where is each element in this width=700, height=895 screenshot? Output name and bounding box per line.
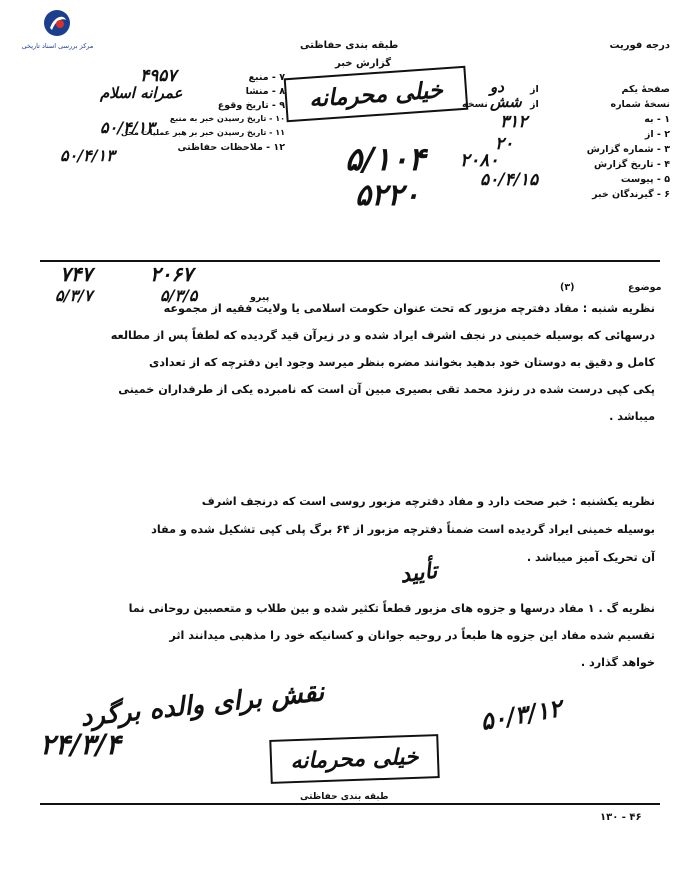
field-copy: نسخهٔ شماره [610, 99, 670, 110]
field-recipients: ۶ - گیرندگان خبر [592, 189, 670, 200]
stamp-top-text: خیلی محرمانه [308, 75, 444, 113]
archive-logo-label: مرکز بررسی اسناد تاریخی [21, 42, 94, 50]
right-fields-block [560, 84, 670, 204]
hand-report-number-value: ۲۰۸۰ [460, 150, 499, 171]
field-origin: ۸ - منشا [245, 86, 285, 97]
hand-note-left-1: نقش برای والده برگرد [79, 677, 326, 733]
hand-signature-mid: تأیید [398, 557, 439, 589]
hand-center-number: ۵/۱۰۴ [345, 140, 426, 178]
p2-line-2: بوسیله خمینی ایراد گردیده است ضمناً دفترچه مزبور از ۶۴ برگ پلی کپی تشکیل شده و مفاد [151, 523, 655, 536]
hand-ref-left-date: ۵/۳/۷ [55, 286, 93, 305]
footer-divider [40, 803, 660, 805]
hand-note-left-2: ۲۴/۳/۴ [40, 728, 121, 761]
from-label-2: از [530, 99, 539, 110]
field-to: ۱ - به [644, 114, 670, 125]
footer-code: ۱۳۰ - ۴۶ [600, 812, 642, 823]
field-event-date: ۹ - تاریخ وقوع [217, 100, 285, 111]
hand-page-value: دو [490, 78, 504, 96]
p3-line-3: خواهد گذارد . [580, 656, 655, 669]
hand-source-value: ۴۹۵۷ [140, 66, 177, 86]
classification-stamp-bottom [269, 734, 439, 784]
field-report-number: ۳ - شماره گزارش [586, 144, 670, 155]
body-paragraph-1 [35, 302, 655, 437]
p2-line-3: آن تحریک آمیز میباشد . [526, 551, 655, 564]
copy-label: نسخه [462, 99, 488, 110]
hand-source-date-value: ۵۰/۴/۱۳ [100, 118, 155, 137]
subject-label: موضوع [628, 282, 662, 293]
field-security-notes: ۱۲ - ملاحظات حفاظتی [177, 142, 285, 153]
stamp-bottom-text: خیلی محرمانه [290, 743, 419, 775]
header-divider [40, 260, 660, 262]
field-from: ۲ - از [644, 129, 670, 140]
classification-stamp-top [284, 66, 469, 123]
archive-logo [10, 8, 105, 58]
hand-report-date-value: ۵۰/۴/۱۵ [480, 170, 539, 190]
agency-bottom: طبقه بندی حفاظتی [300, 792, 389, 802]
p3-line-2: تقسیم شده مفاد این جزوه ها طبعاً در روحیه جوانان و کسانیکه خود را مذهبی میدانند اثر [169, 629, 655, 642]
ref-mid-label: پیرو [250, 292, 270, 303]
field-report-date: ۴ - تاریخ گزارش [594, 159, 670, 170]
subject-value: (۳) [560, 282, 575, 293]
p1-line-4: پکی کپی درست شده در رنزد محمد تقی بصیری مبین آن است که نامبرده یکی از طرفداران خمینی [118, 383, 655, 396]
hand-origin-value: عمرانه اسلام [100, 84, 183, 102]
hand-ref-left: ۷۴۷ [60, 262, 93, 286]
hand-ref-mid-date: ۵/۳/۵ [160, 286, 198, 305]
archive-logo-icon [42, 8, 72, 38]
from-label-1: از [530, 84, 539, 95]
p3-line-1: نظریه گ . ۱ مفاد درسها و جزوه های مزبور قطعاً تکثیر شده و بین طلاب و متعصبین روحانی نما [128, 602, 655, 615]
field-ops-date: ۱۱ - تاریخ رسیدن خبر بر هبر عملیات محل [121, 128, 285, 137]
p1-line-1: نظریه شنبه : مفاد دفترچه مزبور که تحت عنوان حکومت اسلامی یا ولایت فقیه از مجموعه [163, 302, 655, 315]
hand-center-number-2: ۵۲۲۰ [355, 178, 420, 213]
hand-to-value: ۳۱۲ [500, 112, 528, 132]
hand-copy-value: شش [490, 93, 522, 111]
body-paragraph-3 [35, 602, 655, 683]
p1-line-5: میباشد . [609, 410, 655, 423]
p1-line-3: کامل و دقیق به دوستان خود بدهید بخوانند مضره بنظر میرسد وجود این دفترچه که از تعدادی [149, 356, 655, 369]
report-title: گزارش خبر [335, 58, 392, 69]
hand-note-right: ۵۰/۳/۱۲ [478, 693, 564, 736]
urgency-label: درجه فوریت [609, 40, 670, 51]
agency-top: طبقه بندی حفاظتی [300, 40, 399, 51]
field-source-date: ۱۰ - تاریخ رسیدن خبر به منبع [169, 114, 285, 123]
field-attachment: ۵ - پیوست [620, 174, 670, 185]
hand-ops-date-value: ۵۰/۴/۱۳ [60, 146, 115, 165]
hand-from-value: ۲۰ [495, 134, 514, 154]
p1-line-2: درسهائی که بوسیله خمینی در نجف اشرف ایراد شده و در زیرآن قید گردیده که لطفاً پس از مطالعه [110, 329, 655, 342]
field-page: صفحهٔ یکم [621, 84, 670, 95]
field-source: ۷ - منبع [248, 72, 285, 83]
hand-ref-mid: ۲۰۶۷ [150, 262, 193, 286]
body-paragraph-2 [35, 495, 655, 579]
p2-line-1: نظریه یکشنبه : خبر صحت دارد و مفاد دفترچه مزبور روسی است که درنجف اشرف [201, 495, 655, 508]
